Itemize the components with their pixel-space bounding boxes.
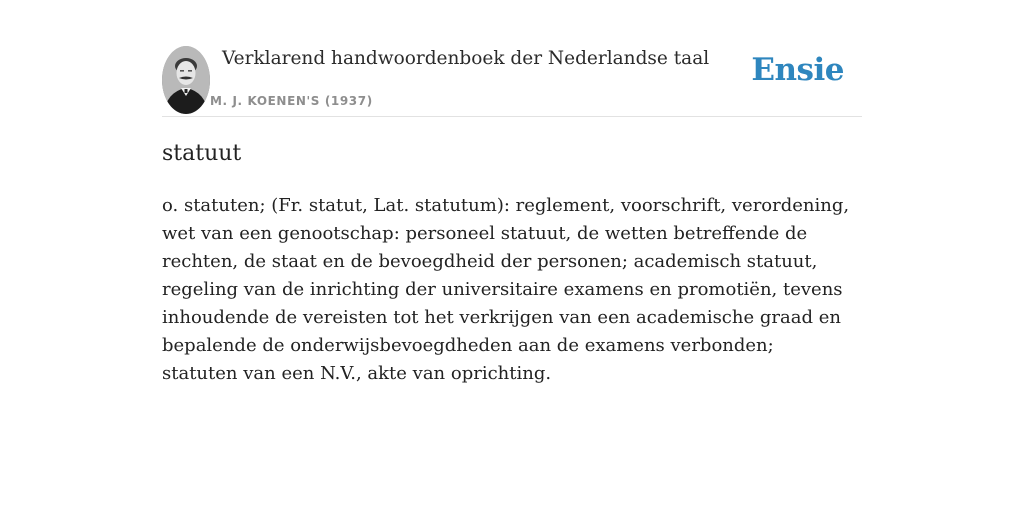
ensie-logo-link[interactable]: Ensie <box>751 52 844 88</box>
author-portrait-icon <box>162 46 210 114</box>
source-header <box>162 44 862 117</box>
entry-headword: statuut <box>162 141 242 166</box>
entry-definition: o. statuten; (Fr. statut, Lat. statutum): reglement, voorschrift, verordening, wet van een genootschap: personeel statuut, de wetten betreffende de rechten, de staat en de bevoegdheid der personen; academisch statuut, regeling van de inrichting der universitaire examens en promotiën, tevens inhoudende de vereisten tot het verkrijgen van een academische graad en bepalende de onderwijsbevoegdheden aan de examens verbonden; statuten van een N.V., akte van oprichting. <box>162 195 850 384</box>
book-author: M. J. KOENEN'S (1937) <box>210 94 373 108</box>
book-title[interactable]: Verklarend handwoordenboek der Nederlandse taal <box>222 48 710 69</box>
